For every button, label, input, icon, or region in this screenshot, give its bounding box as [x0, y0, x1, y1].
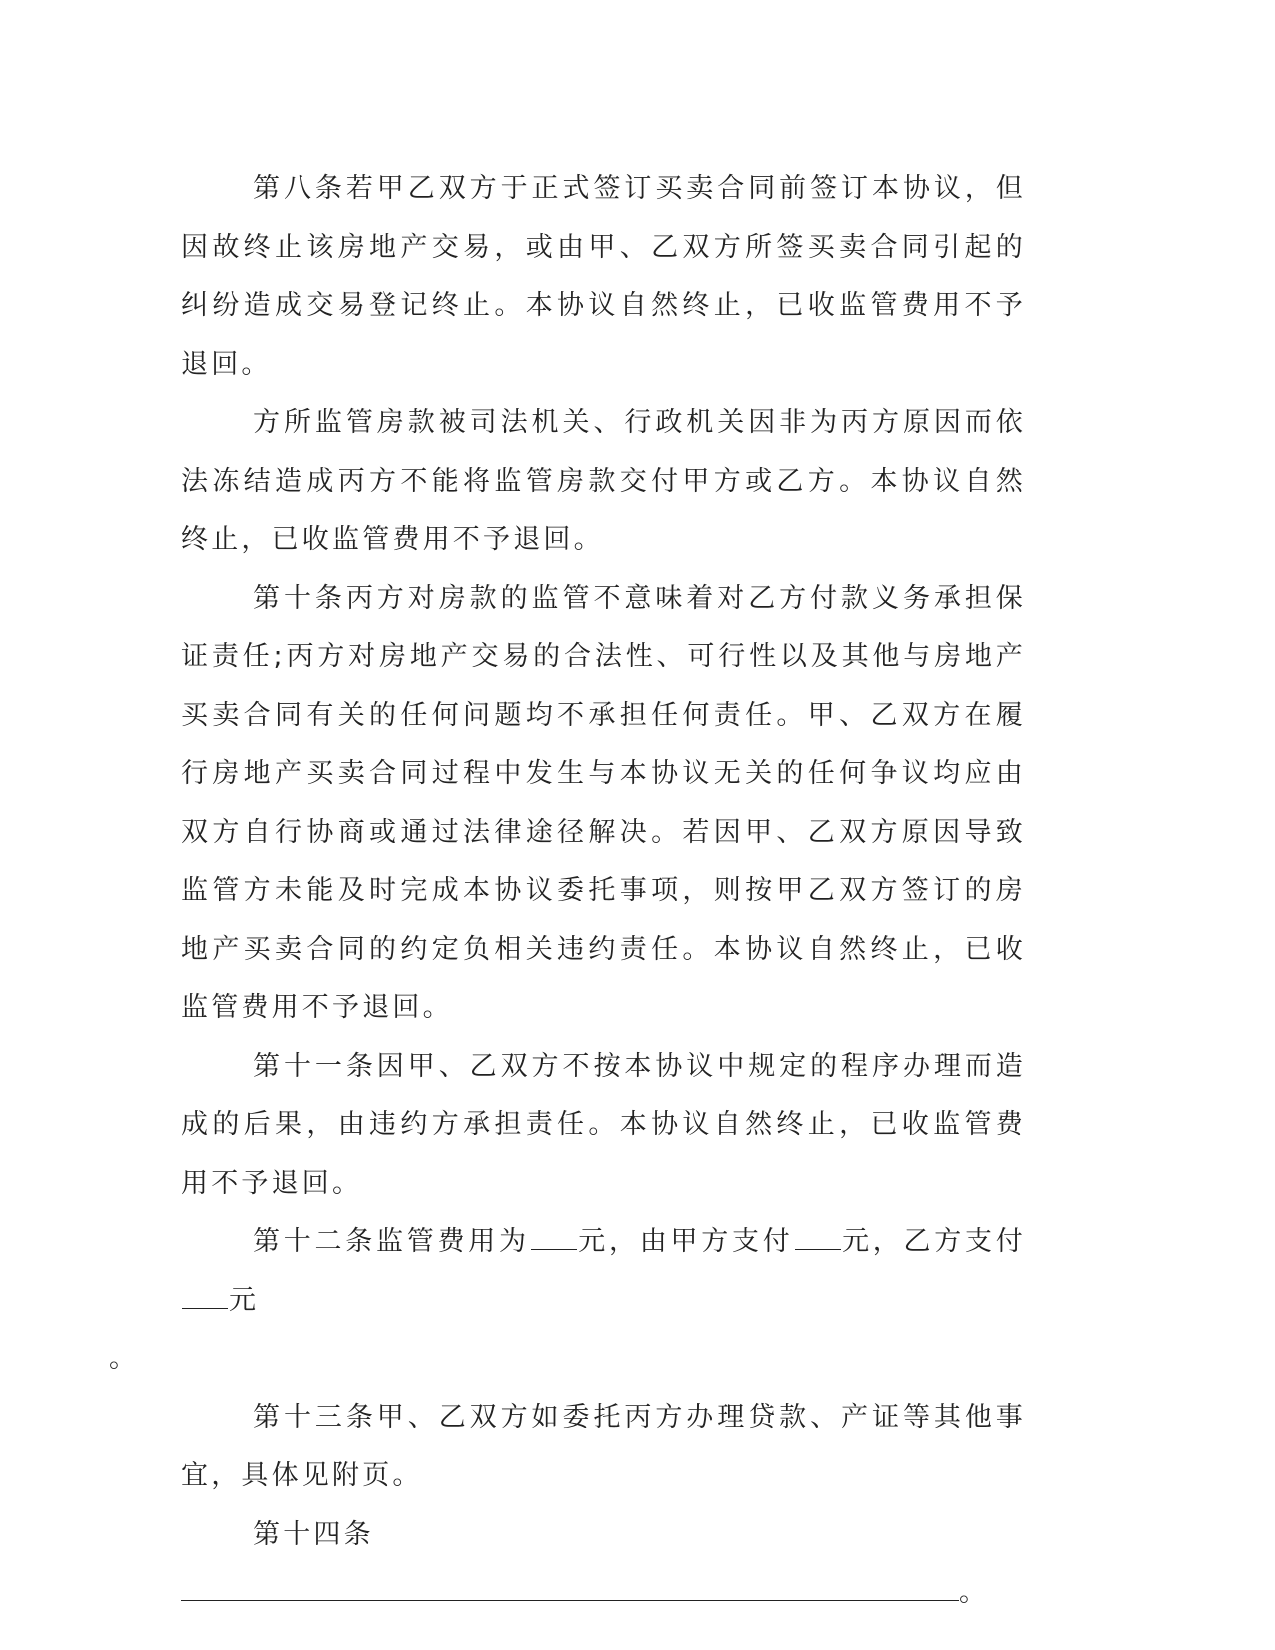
paragraph-article-9: 方所监管房款被司法机关、行政机关因非为丙方原因而依法冻结造成丙方不能将监管房款交付甲方或乙方。本协议自然终止，已收监管费用不予退回。: [181, 407, 1026, 555]
paragraph-article-14: 第十四条: [253, 1518, 374, 1550]
fee-end-mark: 。: [109, 1343, 140, 1374]
fee-party-a-blank: [795, 1225, 841, 1250]
fee-text-3: 元，乙方支付: [841, 1226, 1026, 1257]
fee-total-blank: [531, 1225, 577, 1250]
fee-text-1: 第十二条监管费用为: [253, 1226, 530, 1257]
fee-text-4: 元: [229, 1284, 260, 1316]
final-end-mark: 。: [959, 1577, 990, 1608]
long-blank: [181, 1576, 959, 1601]
article-14-blank-line: [181, 1564, 1026, 1623]
fee-text-2: 元，由甲方支付: [577, 1226, 794, 1257]
paragraph-article-13: 第十三条甲、乙双方如委托丙方办理贷款、产证等其他事宜，具体见附页。: [181, 1401, 1026, 1491]
document-body: [109, 160, 1026, 1623]
paragraph-article-12: [109, 1213, 1026, 1389]
paragraph-article-8: 第八条若甲乙双方于正式签订买卖合同前签订本协议，但因故终止该房地产交易，或由甲、乙双方所签买卖合同引起的纠纷造成交易登记终止。本协议自然终止，已收监管费用不予退回。: [181, 173, 1026, 380]
fee-party-b-blank: [182, 1284, 228, 1309]
paragraph-article-11: 第十一条因甲、乙双方不按本协议中规定的程序办理而造成的后果，由违约方承担责任。本协议自然终止，已收监管费用不予退回。: [181, 1050, 1026, 1199]
paragraph-article-10: 第十条丙方对房款的监管不意味着对乙方付款义务承担保证责任;丙方对房地产交易的合法性、可行性以及其他与房地产买卖合同有关的任何问题均不承担任何责任。甲、乙双方在履行房地产买卖合同过程中发生与本协议无关的任何争议均应由双方自行协商或通过法律途径解决。若因甲、乙双方原因导致监管方未能及时完成本协议委托事项，则按甲乙双方签订的房地产买卖合同的约定负相关违约责任。本协议自然终止，已收监管费用不予退回。: [181, 582, 1026, 1023]
